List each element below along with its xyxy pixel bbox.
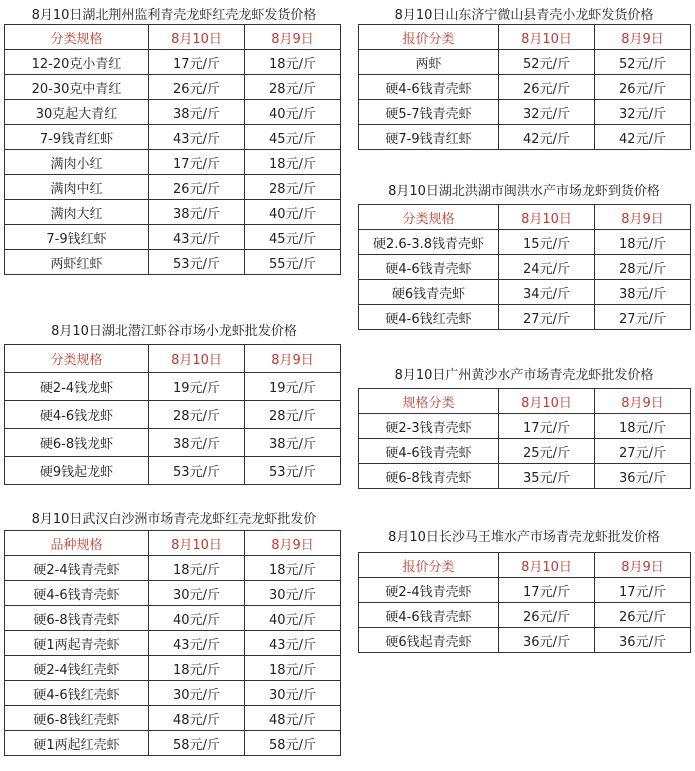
price-table bbox=[4, 344, 341, 485]
price-cell: 38元/斤 bbox=[149, 429, 245, 457]
price-cell: 25元/斤 bbox=[499, 439, 595, 464]
spec-cell: 硬6钱起青壳虾 bbox=[359, 628, 499, 653]
table-title: 8月10日武汉白沙洲市场青壳龙虾红壳龙虾批发价 bbox=[31, 512, 317, 527]
spec-cell: 硬5-7钱青壳虾 bbox=[359, 100, 499, 125]
price-cell: 40元/斤 bbox=[149, 606, 245, 631]
table-row bbox=[5, 631, 341, 656]
table-row bbox=[5, 373, 341, 401]
table-block-honghu bbox=[356, 176, 692, 336]
spec-cell: 两虾 bbox=[359, 50, 499, 75]
price-cell: 42元/斤 bbox=[499, 125, 595, 150]
spec-cell: 硬2.6-3.8钱青壳虾 bbox=[359, 230, 499, 255]
table-block-changsha bbox=[356, 522, 692, 662]
price-cell: 30元/斤 bbox=[245, 581, 341, 606]
header-row bbox=[5, 25, 341, 50]
table-row bbox=[359, 628, 691, 653]
table-title: 8月10日湖北荆州监利青壳龙虾红壳龙虾发货价格 bbox=[31, 8, 317, 23]
price-cell: 28元/斤 bbox=[245, 175, 341, 200]
price-cell: 28元/斤 bbox=[245, 401, 341, 429]
price-cell: 17元/斤 bbox=[595, 578, 691, 603]
price-cell: 15元/斤 bbox=[499, 230, 595, 255]
column-header: 8月10日 bbox=[149, 345, 245, 373]
table-row bbox=[359, 75, 691, 100]
price-cell: 30元/斤 bbox=[149, 681, 245, 706]
price-cell: 26元/斤 bbox=[149, 175, 245, 200]
table-row bbox=[5, 706, 341, 731]
table-row bbox=[5, 457, 341, 485]
header-row bbox=[359, 389, 691, 414]
price-cell: 18元/斤 bbox=[149, 556, 245, 581]
column-header: 8月10日 bbox=[499, 25, 595, 50]
table-block-shandong bbox=[356, 0, 692, 150]
spec-cell: 7-9钱红虾 bbox=[5, 225, 149, 250]
price-table bbox=[358, 552, 691, 653]
spec-cell: 硬6-8钱红壳虾 bbox=[5, 706, 149, 731]
price-cell: 18元/斤 bbox=[595, 414, 691, 439]
price-cell: 24元/斤 bbox=[499, 255, 595, 280]
spec-cell: 硬2-4钱龙虾 bbox=[5, 373, 149, 401]
table-row bbox=[5, 175, 341, 200]
spec-cell: 硬4-6钱龙虾 bbox=[5, 401, 149, 429]
table-row bbox=[359, 603, 691, 628]
price-cell: 27元/斤 bbox=[595, 305, 691, 330]
spec-cell: 硬1两起红壳虾 bbox=[5, 731, 149, 756]
table-block-guangzhou bbox=[356, 360, 692, 500]
spec-cell: 硬4-6钱青壳虾 bbox=[359, 439, 499, 464]
table-row bbox=[359, 255, 691, 280]
price-cell: 28元/斤 bbox=[149, 401, 245, 429]
spec-cell: 硬7-9钱青红虾 bbox=[359, 125, 499, 150]
column-header: 品种规格 bbox=[5, 531, 149, 556]
price-cell: 18元/斤 bbox=[245, 50, 341, 75]
price-cell: 42元/斤 bbox=[595, 125, 691, 150]
spec-cell: 硬1两起青壳虾 bbox=[5, 631, 149, 656]
header-row bbox=[359, 205, 691, 230]
column-header: 8月10日 bbox=[499, 553, 595, 578]
spec-cell: 硬4-6钱青壳虾 bbox=[5, 581, 149, 606]
table-row bbox=[5, 250, 341, 275]
table-row bbox=[5, 429, 341, 457]
price-table bbox=[4, 530, 341, 756]
table-row bbox=[5, 401, 341, 429]
table-row bbox=[5, 75, 341, 100]
price-cell: 17元/斤 bbox=[499, 578, 595, 603]
column-header: 8月9日 bbox=[595, 389, 691, 414]
price-table bbox=[358, 24, 691, 150]
price-cell: 26元/斤 bbox=[499, 603, 595, 628]
price-cell: 52元/斤 bbox=[595, 50, 691, 75]
spec-cell: 满肉小红 bbox=[5, 150, 149, 175]
price-cell: 55元/斤 bbox=[245, 250, 341, 275]
table-row bbox=[359, 439, 691, 464]
spec-cell: 硬6-8钱青壳虾 bbox=[359, 464, 499, 489]
table-row bbox=[359, 50, 691, 75]
header-row bbox=[359, 553, 691, 578]
price-cell: 53元/斤 bbox=[245, 457, 341, 485]
price-cell: 38元/斤 bbox=[149, 200, 245, 225]
table-row bbox=[359, 305, 691, 330]
column-header: 8月9日 bbox=[595, 205, 691, 230]
table-row bbox=[5, 50, 341, 75]
table-row bbox=[5, 225, 341, 250]
price-cell: 19元/斤 bbox=[245, 373, 341, 401]
table-title: 8月10日湖北洪湖市闽洪水产市场龙虾到货价格 bbox=[388, 184, 660, 199]
spec-cell: 30克起大青红 bbox=[5, 100, 149, 125]
price-cell: 18元/斤 bbox=[245, 150, 341, 175]
table-row bbox=[359, 230, 691, 255]
spec-cell: 12-20克小青红 bbox=[5, 50, 149, 75]
spec-cell: 硬4-6钱红壳虾 bbox=[5, 681, 149, 706]
price-cell: 32元/斤 bbox=[499, 100, 595, 125]
price-cell: 26元/斤 bbox=[595, 603, 691, 628]
table-row bbox=[5, 556, 341, 581]
price-cell: 36元/斤 bbox=[595, 628, 691, 653]
column-header: 8月10日 bbox=[499, 389, 595, 414]
price-cell: 43元/斤 bbox=[245, 631, 341, 656]
column-header: 8月9日 bbox=[245, 25, 341, 50]
spec-cell: 硬2-4钱青壳虾 bbox=[5, 556, 149, 581]
column-header: 8月9日 bbox=[595, 25, 691, 50]
table-row bbox=[5, 200, 341, 225]
spec-cell: 硬2-4钱青壳虾 bbox=[359, 578, 499, 603]
price-cell: 18元/斤 bbox=[149, 656, 245, 681]
column-header: 8月9日 bbox=[595, 553, 691, 578]
price-cell: 19元/斤 bbox=[149, 373, 245, 401]
spec-cell: 硬4-6钱青壳虾 bbox=[359, 603, 499, 628]
column-header: 分类规格 bbox=[5, 25, 149, 50]
column-header: 报价分类 bbox=[359, 25, 499, 50]
spec-cell: 硬6-8钱青壳虾 bbox=[5, 606, 149, 631]
price-cell: 45元/斤 bbox=[245, 225, 341, 250]
table-row bbox=[5, 125, 341, 150]
spec-cell: 满肉中红 bbox=[5, 175, 149, 200]
price-cell: 26元/斤 bbox=[595, 75, 691, 100]
table-block-qianjiang bbox=[4, 314, 344, 484]
price-cell: 43元/斤 bbox=[149, 631, 245, 656]
price-table bbox=[358, 204, 691, 330]
price-cell: 26元/斤 bbox=[149, 75, 245, 100]
column-header: 8月10日 bbox=[149, 531, 245, 556]
column-header: 8月10日 bbox=[149, 25, 245, 50]
table-row bbox=[5, 731, 341, 756]
price-cell: 30元/斤 bbox=[149, 581, 245, 606]
price-cell: 52元/斤 bbox=[499, 50, 595, 75]
price-cell: 43元/斤 bbox=[149, 225, 245, 250]
price-cell: 48元/斤 bbox=[149, 706, 245, 731]
price-cell: 40元/斤 bbox=[245, 606, 341, 631]
spec-cell: 硬9钱起龙虾 bbox=[5, 457, 149, 485]
column-header: 8月9日 bbox=[245, 345, 341, 373]
table-row bbox=[5, 606, 341, 631]
price-cell: 28元/斤 bbox=[595, 255, 691, 280]
spec-cell: 硬2-3钱青壳虾 bbox=[359, 414, 499, 439]
price-cell: 32元/斤 bbox=[595, 100, 691, 125]
spec-cell: 硬4-6钱青壳虾 bbox=[359, 255, 499, 280]
table-row bbox=[359, 414, 691, 439]
spec-cell: 硬4-6钱红壳虾 bbox=[359, 305, 499, 330]
spec-cell: 7-9钱青红虾 bbox=[5, 125, 149, 150]
price-cell: 38元/斤 bbox=[595, 280, 691, 305]
column-header: 规格分类 bbox=[359, 389, 499, 414]
table-row bbox=[359, 578, 691, 603]
table-row bbox=[5, 100, 341, 125]
price-cell: 45元/斤 bbox=[245, 125, 341, 150]
price-cell: 17元/斤 bbox=[499, 414, 595, 439]
table-row bbox=[359, 280, 691, 305]
spec-cell: 满肉大红 bbox=[5, 200, 149, 225]
price-cell: 53元/斤 bbox=[149, 457, 245, 485]
price-cell: 30元/斤 bbox=[245, 681, 341, 706]
column-header: 8月9日 bbox=[245, 531, 341, 556]
table-title: 8月10日山东济宁微山县青壳小龙虾发货价格 bbox=[394, 8, 654, 23]
spec-cell: 20-30克中青红 bbox=[5, 75, 149, 100]
spec-cell: 硬4-6钱青壳虾 bbox=[359, 75, 499, 100]
price-cell: 27元/斤 bbox=[595, 439, 691, 464]
spec-cell: 硬6钱青壳虾 bbox=[359, 280, 499, 305]
price-cell: 18元/斤 bbox=[245, 556, 341, 581]
price-cell: 53元/斤 bbox=[149, 250, 245, 275]
table-row bbox=[359, 100, 691, 125]
spec-cell: 硬6-8钱龙虾 bbox=[5, 429, 149, 457]
column-header: 分类规格 bbox=[5, 345, 149, 373]
price-cell: 27元/斤 bbox=[499, 305, 595, 330]
price-cell: 17元/斤 bbox=[149, 150, 245, 175]
spec-cell: 硬2-4钱红壳虾 bbox=[5, 656, 149, 681]
price-cell: 35元/斤 bbox=[499, 464, 595, 489]
column-header: 8月10日 bbox=[499, 205, 595, 230]
price-cell: 26元/斤 bbox=[499, 75, 595, 100]
price-cell: 18元/斤 bbox=[595, 230, 691, 255]
price-cell: 36元/斤 bbox=[499, 628, 595, 653]
table-row bbox=[359, 464, 691, 489]
table-row bbox=[5, 681, 341, 706]
table-title: 8月10日湖北潜江虾谷市场小龙虾批发价格 bbox=[51, 324, 297, 339]
price-table bbox=[4, 24, 341, 275]
price-cell: 40元/斤 bbox=[245, 200, 341, 225]
price-cell: 40元/斤 bbox=[245, 100, 341, 125]
price-cell: 38元/斤 bbox=[149, 100, 245, 125]
price-cell: 28元/斤 bbox=[245, 75, 341, 100]
spec-cell: 两虾红虾 bbox=[5, 250, 149, 275]
table-title: 8月10日长沙马王堆水产市场青壳龙虾批发价格 bbox=[388, 530, 660, 545]
price-cell: 58元/斤 bbox=[149, 731, 245, 756]
header-row bbox=[5, 345, 341, 373]
table-row bbox=[5, 581, 341, 606]
header-row bbox=[359, 25, 691, 50]
price-cell: 34元/斤 bbox=[499, 280, 595, 305]
price-cell: 38元/斤 bbox=[245, 429, 341, 457]
price-cell: 58元/斤 bbox=[245, 731, 341, 756]
price-cell: 48元/斤 bbox=[245, 706, 341, 731]
price-cell: 18元/斤 bbox=[245, 656, 341, 681]
price-cell: 17元/斤 bbox=[149, 50, 245, 75]
column-header: 报价分类 bbox=[359, 553, 499, 578]
table-block-jingzhou bbox=[4, 0, 344, 290]
table-block-wuhan bbox=[4, 504, 344, 771]
table-row bbox=[5, 150, 341, 175]
table-row bbox=[5, 656, 341, 681]
table-title: 8月10日广州黄沙水产市场青壳龙虾批发价格 bbox=[394, 368, 654, 383]
price-cell: 36元/斤 bbox=[595, 464, 691, 489]
price-table bbox=[358, 388, 691, 489]
header-row bbox=[5, 531, 341, 556]
price-cell: 43元/斤 bbox=[149, 125, 245, 150]
table-row bbox=[359, 125, 691, 150]
column-header: 分类规格 bbox=[359, 205, 499, 230]
